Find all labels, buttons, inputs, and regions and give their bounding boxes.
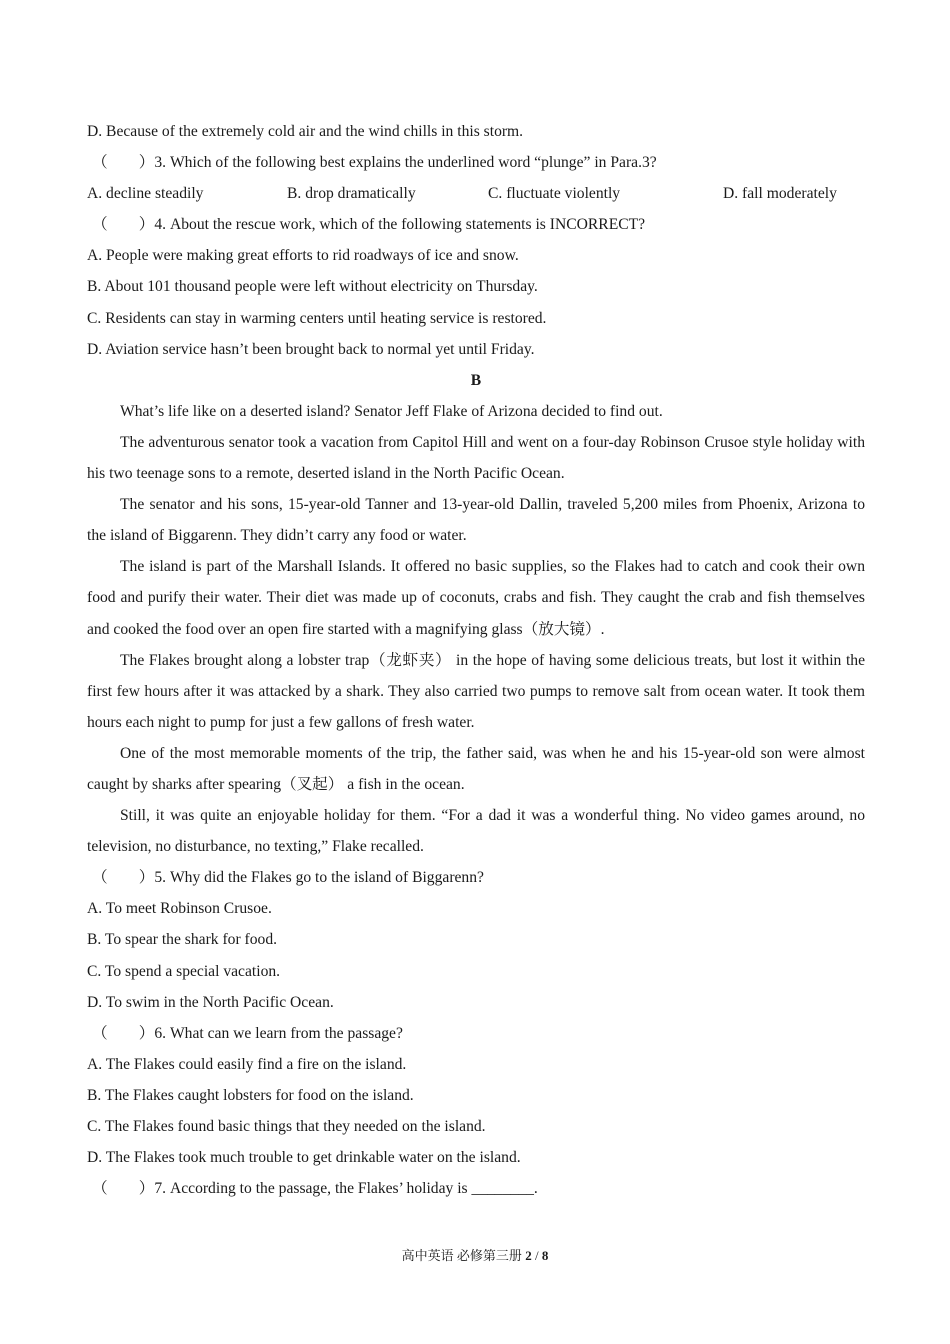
passage-paragraph-4: The island is part of the Marshall Islands. It offered no basic supplies, so the Flakes had to catch and cook their own food and purify their water. Their diet was made up of coconuts, crabs and fish. They caught the crab and fish themselves and cooked the food over an open fire started with a magnifying glass（放大镜）. <box>87 558 865 638</box>
question-3: （ ）3. Which of the following best explains the underlined word “plunge” in Para.3? <box>92 154 657 172</box>
footer-page-separator: / <box>534 1248 539 1263</box>
q5-option-b: B. To spear the shark for food. <box>87 931 278 949</box>
q3-option-b: B. drop dramatically <box>287 185 416 203</box>
q6-option-c: C. The Flakes found basic things that they needed on the island. <box>87 1118 486 1135</box>
q5-option-a: A. To meet Robinson Crusoe. <box>87 900 272 918</box>
question-5: （ ）5. Why did the Flakes go to the island of Biggarenn? <box>92 869 484 887</box>
q3-option-d: D. fall moderately <box>723 185 837 203</box>
section-heading: B <box>470 371 482 389</box>
q3-option-c: C. fluctuate violently <box>488 185 621 203</box>
page-content <box>87 116 865 1204</box>
question-7: （ ）7. According to the passage, the Flakes’ holiday is ________. <box>92 1180 538 1198</box>
q3-options <box>87 178 865 209</box>
page-footer <box>0 1246 950 1266</box>
footer-page-current: 2 <box>525 1248 532 1263</box>
footer-page-total: 8 <box>541 1248 549 1263</box>
q5-option-c: C. To spend a special vacation. <box>87 962 281 980</box>
q2-option-d: D. Because of the extremely cold air and the wind chills in this storm. <box>87 123 524 140</box>
passage-paragraph-2: The adventurous senator took a vacation from Capitol Hill and went on a four-day Robinson Crusoe style holiday with his two teenage sons to a remote, deserted island in the North Pacific Ocean. <box>87 433 865 483</box>
q6-option-a: A. The Flakes could easily find a fire on the island. <box>87 1055 407 1073</box>
q6-option-d: D. The Flakes took much trouble to get drinkable water on the island. <box>87 1149 521 1167</box>
q5-option-d: D. To swim in the North Pacific Ocean. <box>87 993 334 1011</box>
passage-paragraph-3: The senator and his sons, 15-year-old Tanner and 13-year-old Dallin, traveled 5,200 miles from Phoenix, Arizona to the island of Biggarenn. They didn’t carry any food or water. <box>87 496 865 545</box>
passage-paragraph-7: Still, it was quite an enjoyable holiday for them. “For a dad it was a wonderful thing. No video games around, no television, no disturbance, no texting,” Flake recalled. <box>87 807 865 856</box>
passage-paragraph-5: The Flakes brought along a lobster trap（龙虾夹） in the hope of having some delicious treats, but lost it within the first few hours after it was attacked by a shark. They also carried two pumps to remove salt from ocean water. It took them hours each night to pump for just a few gallons of fresh water. <box>87 651 865 731</box>
passage-paragraph-1: What’s life like on a deserted island? Senator Jeff Flake of Arizona decided to find out. <box>120 402 663 420</box>
q6-option-b: B. The Flakes caught lobsters for food on the island. <box>87 1086 414 1104</box>
passage-paragraph-6: One of the most memorable moments of the trip, the father said, was when he and his 15-year-old son were almost caught by sharks after spearing（叉起） a fish in the ocean. <box>87 744 865 793</box>
footer-subject: 高中英语 必修第三册 <box>401 1248 522 1263</box>
question-4: （ ）4. About the rescue work, which of the following statements is INCORRECT? <box>92 216 646 234</box>
q4-option-a: A. People were making great efforts to rid roadways of ice and snow. <box>87 247 519 265</box>
q3-option-a: A. decline steadily <box>87 185 204 203</box>
q4-option-c: C. Residents can stay in warming centers until heating service is restored. <box>87 309 547 327</box>
question-6: （ ）6. What can we learn from the passage? <box>92 1024 403 1042</box>
q4-option-d: D. Aviation service hasn’t been brought back to normal yet until Friday. <box>87 340 535 358</box>
q4-option-b: B. About 101 thousand people were left without electricity on Thursday. <box>87 278 538 296</box>
